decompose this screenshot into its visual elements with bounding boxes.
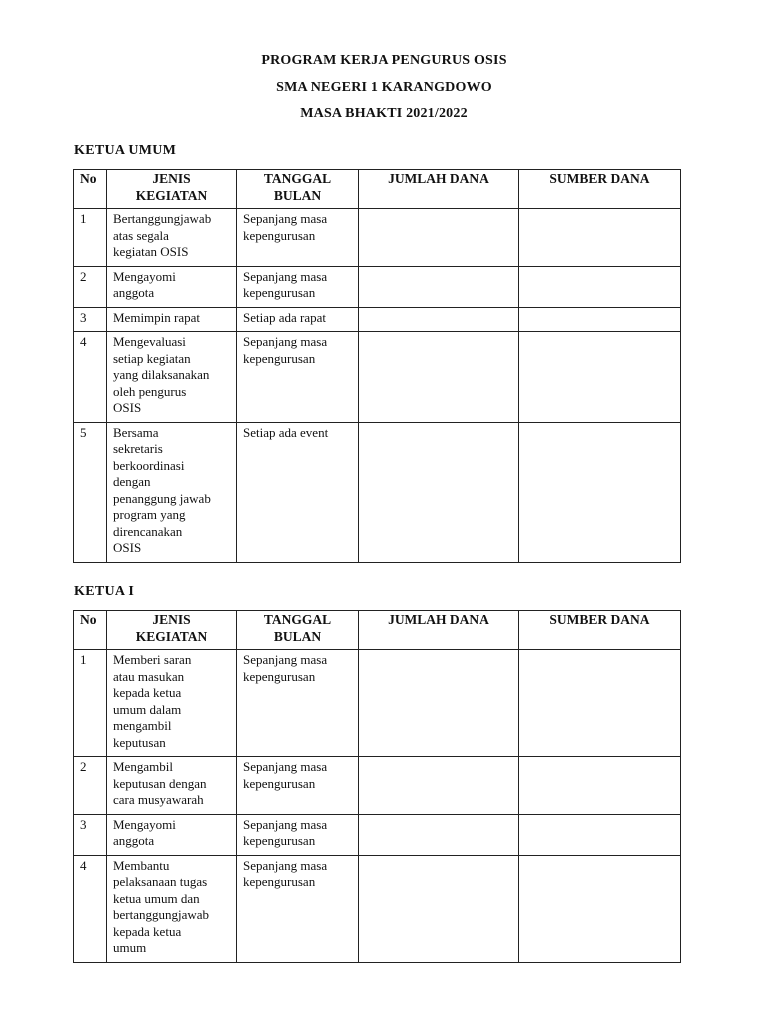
activity-text-line: dengan <box>113 474 151 489</box>
cell-sumber-dana <box>519 650 681 757</box>
cell-jumlah-dana <box>359 855 519 962</box>
cell-no: 2 <box>74 266 107 307</box>
cell-tanggal-bulan <box>237 757 359 815</box>
cell-no: 2 <box>74 757 107 815</box>
header-sumber-dana: SUMBER DANA <box>519 170 681 209</box>
program-table <box>73 169 681 563</box>
table-row <box>74 307 681 332</box>
period-title: MASA BHAKTI 2021/2022 <box>300 106 468 121</box>
date-text-line: kepengurusan <box>243 285 316 300</box>
cell-sumber-dana <box>519 266 681 307</box>
table-row <box>74 209 681 267</box>
table-row <box>74 266 681 307</box>
header-tanggal-bulan: TANGGAL BULAN <box>237 170 359 209</box>
activity-text-line: keputusan <box>113 734 166 750</box>
activity-text-line: OSIS <box>113 400 142 415</box>
activity-text-line: oleh pengurus <box>113 383 187 399</box>
table-row <box>74 855 681 962</box>
date-text-line: kepengurusan <box>243 874 316 889</box>
table-row <box>74 332 681 423</box>
cell-sumber-dana <box>519 209 681 267</box>
cell-sumber-dana <box>519 422 681 562</box>
table-row <box>74 422 681 562</box>
date-text-line: kepengurusan <box>243 668 316 684</box>
activity-text-line: umum dalam <box>113 701 182 717</box>
activity-text-line: mengambil <box>113 718 172 733</box>
header-sumber-dana: SUMBER DANA <box>519 611 681 650</box>
table-row <box>74 650 681 757</box>
activity-text-line: Bertanggungjawab <box>113 211 212 226</box>
section-heading: KETUA UMUM <box>74 143 177 158</box>
cell-sumber-dana <box>519 855 681 962</box>
cell-jenis-kegiatan <box>107 422 237 562</box>
table-body <box>74 209 681 563</box>
date-text-line: Sepanjang masa <box>243 211 328 226</box>
activity-text-line: pelaksanaan tugas <box>113 874 208 889</box>
activity-text-line: Mengambil <box>113 759 173 774</box>
activity-text-line: Memimpin rapat <box>113 309 201 325</box>
table-row <box>74 757 681 815</box>
activity-text-line: Membantu <box>113 857 170 873</box>
activity-text-line: berkoordinasi <box>113 457 185 473</box>
program-table <box>73 610 681 963</box>
document-title: PROGRAM KERJA PENGURUS OSIS <box>261 53 507 68</box>
cell-jumlah-dana <box>359 814 519 855</box>
date-text-line: Setiap ada event <box>243 424 329 440</box>
header-no: No <box>74 170 107 209</box>
activity-text-line: umum <box>113 940 147 955</box>
date-text-line: kepengurusan <box>243 775 316 791</box>
activity-text-line: setiap kegiatan <box>113 350 191 366</box>
activity-text-line: Mengevaluasi <box>113 334 186 349</box>
activity-text-line: Bersama <box>113 424 159 440</box>
cell-sumber-dana <box>519 332 681 423</box>
date-text-line: kepengurusan <box>243 833 316 848</box>
date-text-line: kepengurusan <box>243 350 316 366</box>
table-header-row <box>74 170 681 209</box>
cell-tanggal-bulan <box>237 650 359 757</box>
cell-jenis-kegiatan <box>107 332 237 423</box>
cell-jumlah-dana <box>359 209 519 267</box>
activity-text-line: anggota <box>113 285 155 300</box>
cell-no: 5 <box>74 422 107 562</box>
date-text-line: Setiap ada rapat <box>243 309 327 325</box>
header-jumlah-dana: JUMLAH DANA <box>359 611 519 650</box>
cell-sumber-dana <box>519 307 681 332</box>
header-jenis-kegiatan: JENIS KEGIATAN <box>107 170 237 209</box>
date-text-line: Sepanjang masa <box>243 759 328 774</box>
cell-no: 4 <box>74 332 107 423</box>
date-text-line: Sepanjang masa <box>243 857 328 873</box>
activity-text-line: keputusan dengan <box>113 775 207 791</box>
activity-text-line: cara musyawarah <box>113 792 204 807</box>
cell-jenis-kegiatan <box>107 266 237 307</box>
activity-text-line: sekretaris <box>113 441 163 456</box>
cell-no: 3 <box>74 307 107 332</box>
cell-tanggal-bulan <box>237 855 359 962</box>
cell-tanggal-bulan <box>237 266 359 307</box>
cell-jumlah-dana <box>359 307 519 332</box>
activity-text-line: program yang <box>113 507 186 522</box>
table-header-row <box>74 611 681 650</box>
cell-no: 4 <box>74 855 107 962</box>
cell-jumlah-dana <box>359 332 519 423</box>
date-text-line: kepengurusan <box>243 227 316 243</box>
header-no: No <box>74 611 107 650</box>
activity-text-line: Mengayomi <box>113 268 176 284</box>
cell-tanggal-bulan <box>237 209 359 267</box>
cell-jenis-kegiatan <box>107 814 237 855</box>
activity-text-line: bertanggungjawab <box>113 907 210 922</box>
cell-jenis-kegiatan <box>107 209 237 267</box>
activity-text-line: atas segala <box>113 227 169 243</box>
activity-text-line: kegiatan OSIS <box>113 244 189 259</box>
activity-text-line: ketua umum dan <box>113 890 200 906</box>
table-body <box>74 650 681 963</box>
cell-no: 3 <box>74 814 107 855</box>
date-text-line: Sepanjang masa <box>243 652 328 667</box>
header-tanggal-bulan: TANGGAL BULAN <box>237 611 359 650</box>
date-text-line: Sepanjang masa <box>243 816 328 832</box>
cell-jumlah-dana <box>359 757 519 815</box>
activity-text-line: kepada ketua <box>113 685 182 700</box>
activity-text-line: penanggung jawab <box>113 490 211 506</box>
cell-jumlah-dana <box>359 650 519 757</box>
cell-jenis-kegiatan <box>107 855 237 962</box>
cell-jenis-kegiatan <box>107 307 237 332</box>
date-text-line: Sepanjang masa <box>243 268 328 284</box>
date-text-line: Sepanjang masa <box>243 334 328 349</box>
cell-jenis-kegiatan <box>107 757 237 815</box>
cell-jumlah-dana <box>359 422 519 562</box>
activity-text-line: anggota <box>113 833 155 848</box>
cell-sumber-dana <box>519 757 681 815</box>
cell-jumlah-dana <box>359 266 519 307</box>
cell-tanggal-bulan <box>237 422 359 562</box>
activity-text-line: Memberi saran <box>113 652 192 667</box>
cell-tanggal-bulan <box>237 332 359 423</box>
cell-tanggal-bulan <box>237 307 359 332</box>
cell-tanggal-bulan <box>237 814 359 855</box>
header-jenis-kegiatan: JENIS KEGIATAN <box>107 611 237 650</box>
activity-text-line: direncanakan <box>113 523 183 539</box>
header-jumlah-dana: JUMLAH DANA <box>359 170 519 209</box>
cell-sumber-dana <box>519 814 681 855</box>
cell-no: 1 <box>74 650 107 757</box>
cell-no: 1 <box>74 209 107 267</box>
section-heading: KETUA I <box>74 584 135 599</box>
school-name: SMA NEGERI 1 KARANGDOWO <box>276 80 492 95</box>
table-row <box>74 814 681 855</box>
activity-text-line: OSIS <box>113 540 142 555</box>
activity-text-line: atau masukan <box>113 668 185 684</box>
activity-text-line: kepada ketua <box>113 923 182 939</box>
cell-jenis-kegiatan <box>107 650 237 757</box>
activity-text-line: yang dilaksanakan <box>113 367 210 382</box>
activity-text-line: Mengayomi <box>113 816 176 832</box>
